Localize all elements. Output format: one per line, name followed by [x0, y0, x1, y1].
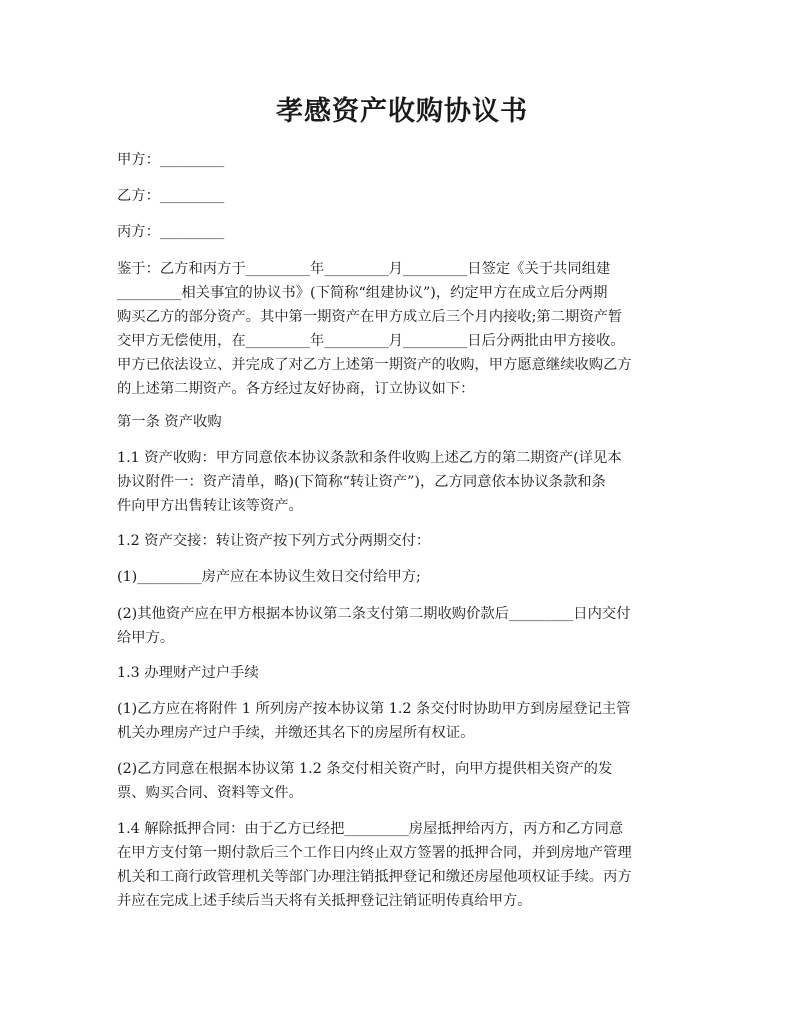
- clause-line: 1.1 资产收购：甲方同意依本协议条款和条件收购上述乙方的第二期资产(详见本: [117, 450, 622, 466]
- clause-1-3: 1.3 办理财产过户手续: [117, 665, 259, 681]
- clause-line: 在甲方支付第一期付款后三个工作日内终止双方签署的抵押合同，并到房地产管理: [117, 845, 632, 861]
- preamble-line: 甲方已依法设立、并完成了对乙方上述第一期资产的收购，甲方愿意继续收购乙方: [117, 357, 632, 373]
- clause-line: (2)乙方同意在根据本协议第 1.2 条交付相关资产时，向甲方提供相关资产的发: [117, 761, 613, 777]
- preamble-line: 购买乙方的部分资产。其中第一期资产在甲方成立后三个月内接收;第二期资产暂: [117, 309, 623, 325]
- party-b-line: 乙方：_________: [117, 188, 225, 204]
- clause-1-2: 1.2 资产交接：转让资产按下列方式分两期交付：: [117, 533, 431, 549]
- clause-line: 件向甲方出售转让该等资产。: [117, 498, 303, 514]
- article-1-heading: 第一条 资产收购: [117, 414, 222, 430]
- clause-line: 票、购买合同、资料等文件。: [117, 785, 303, 801]
- preamble-line: _________相关事宜的协议书》(下简称“组建协议”)，约定甲方在成立后分两期: [117, 285, 608, 301]
- clause-line: (2)其他资产应在甲方根据本协议第二条支付第二期收购价款后_________日内交付: [117, 606, 631, 622]
- preamble-line: 的上述第二期资产。各方经过友好协商，订立协议如下：: [117, 381, 475, 397]
- party-a-line: 甲方：_________: [117, 152, 225, 168]
- preamble-paragraph: [117, 257, 687, 401]
- preamble-line: 鉴于：乙方和丙方于_________年_________月_________日签定《关于共同组建: [117, 261, 611, 277]
- party-c-line: 丙方：_________: [117, 224, 225, 240]
- clause-1-2-item-2: [117, 602, 687, 650]
- clause-1-3-item-1: [117, 697, 687, 745]
- clause-1-1: [117, 446, 687, 518]
- clause-line: 机关和工商行政管理机关等部门办理注销抵押登记和缴还房屋他项权证手续。丙方: [117, 869, 632, 885]
- clause-1-3-item-2: [117, 757, 687, 805]
- clause-1-4: [117, 817, 687, 913]
- clause-line: (1)乙方应在将附件 1 所列房产按本协议第 1.2 条交付时协助甲方到房屋登记主管: [117, 701, 631, 717]
- clause-line: 协议附件一：资产清单，略)(下简称“转让资产”)，乙方同意依本协议条款和条: [117, 474, 606, 490]
- clause-line: 1.4 解除抵押合同：由于乙方已经把_________房屋抵押给丙方，丙方和乙方同意: [117, 821, 624, 837]
- clause-line: 给甲方。: [117, 630, 175, 646]
- clause-line: 机关办理房产过户手续，并缴还其名下的房屋所有权证。: [117, 725, 475, 741]
- preamble-line: 交甲方无偿使用，在_________年_________月_________日后分两批由甲方接收。: [117, 333, 625, 349]
- document-title: 孝感资产收购协议书: [276, 96, 528, 127]
- clause-1-2-item-1: (1)_________房产应在本协议生效日交付给甲方;: [117, 569, 421, 585]
- clause-line: 并应在完成上述手续后当天将有关抵押登记注销证明传真给甲方。: [117, 893, 532, 909]
